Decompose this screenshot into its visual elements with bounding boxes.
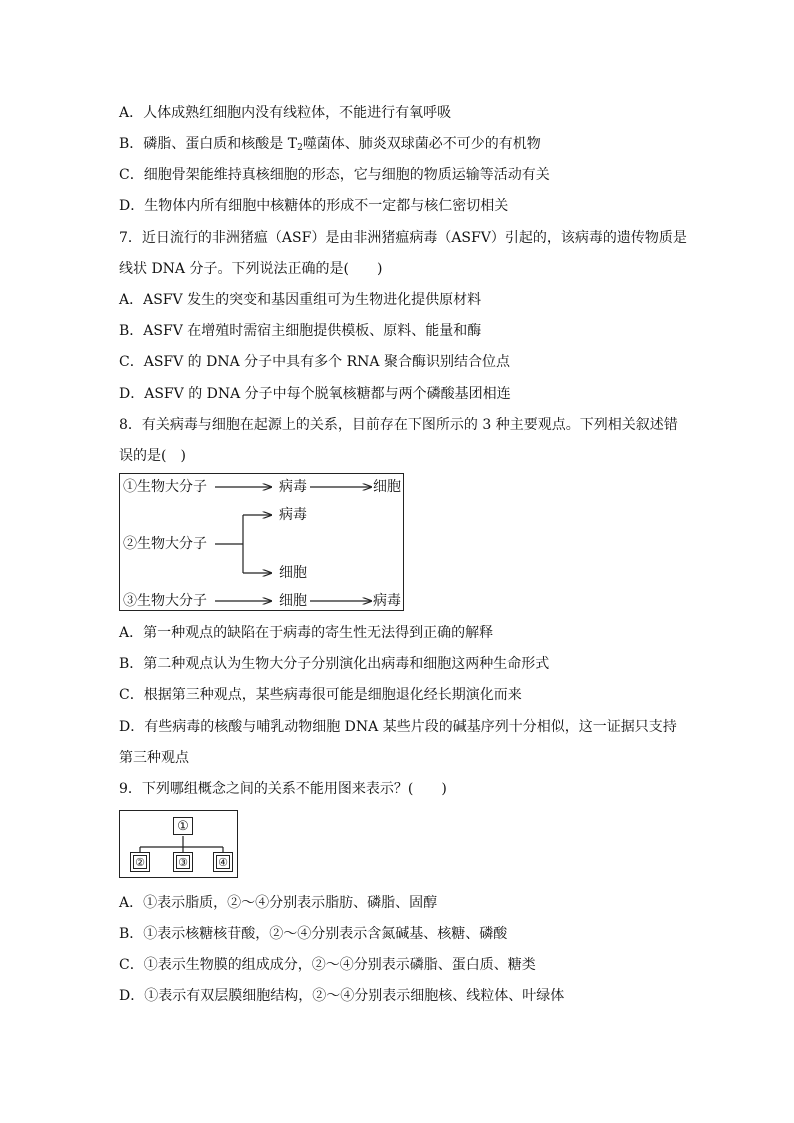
concept-tree-diagram xyxy=(119,810,238,878)
v3-mid-label: 细胞 xyxy=(279,593,307,609)
v1-end-label: 细胞 xyxy=(373,479,401,495)
q6-option-c: C．细胞骨架能维持真核细胞的形态，它与细胞的物质运输等活动有关 xyxy=(119,167,550,183)
q7-stem-line2: 线状 DNA 分子。下列说法正确的是( ) xyxy=(119,261,383,277)
v2-top-label: 病毒 xyxy=(279,507,307,523)
q8-option-d-line1: D．有些病毒的核酸与哺乳动物细胞 DNA 某些片段的碱基序列十分相似，这一证据只支持 xyxy=(119,719,677,735)
q9-option-c: C．①表示生物膜的组成成分，②～④分别表示磷脂、蛋白质、糖类 xyxy=(119,957,536,973)
q9-option-a: A．①表示脂质，②～④分别表示脂肪、磷脂、固醇 xyxy=(119,895,438,911)
q8-stem-line2: 误的是( ) xyxy=(119,448,186,464)
virus-origin-diagram xyxy=(119,473,404,611)
node-1 xyxy=(173,817,193,835)
v2-bottom-label: 细胞 xyxy=(279,565,307,581)
q9-option-b: B．①表示核糖核苷酸，②～④分别表示含氮碱基、核糖、磷酸 xyxy=(119,926,508,942)
q7-stem-line1: 7．近日流行的非洲猪瘟（ASF）是由非洲猪瘟病毒（ASFV）引起的，该病毒的遗传物质是 xyxy=(119,230,687,246)
node-4 xyxy=(213,852,233,872)
v3-end-label: 病毒 xyxy=(373,593,401,609)
node-3 xyxy=(173,852,193,872)
node-3-inner xyxy=(176,855,190,869)
node-4-inner xyxy=(216,855,230,869)
q8-option-d-line2: 第三种观点 xyxy=(119,750,189,766)
q9-option-d: D．①表示有双层膜细胞结构，②～④分别表示细胞核、线粒体、叶绿体 xyxy=(119,988,565,1004)
q6-option-b-pre: B．磷脂、蛋白质和核酸是 T xyxy=(119,136,298,152)
v1-mid-label: 病毒 xyxy=(279,479,307,495)
q8-stem-line1: 8．有关病毒与细胞在起源上的关系，目前存在下图所示的 3 种主要观点。下列相关叙述错 xyxy=(119,417,678,433)
q7-option-b: B．ASFV 在增殖时需宿主细胞提供模板、原料、能量和酶 xyxy=(119,323,482,339)
node-2-label: ② xyxy=(135,855,145,869)
q7-option-c: C．ASFV 的 DNA 分子中具有多个 RNA 聚合酶识别结合位点 xyxy=(119,354,510,370)
q7-option-d: D．ASFV 的 DNA 分子中每个脱氧核糖都与两个磷酸基团相连 xyxy=(119,386,511,402)
q6-option-b-post: 噬菌体、肺炎双球菌必不可少的有机物 xyxy=(302,136,541,152)
q8-option-a: A．第一种观点的缺陷在于病毒的寄生性无法得到正确的解释 xyxy=(119,625,494,641)
node-3-label: ③ xyxy=(178,855,188,869)
node-2 xyxy=(130,852,150,872)
q8-option-b: B．第二种观点认为生物大分子分别演化出病毒和细胞这两种生命形式 xyxy=(119,656,550,672)
q7-option-a: A．ASFV 发生的突变和基因重组可为生物进化提供原材料 xyxy=(119,292,482,308)
v1-start-label: ①生物大分子 xyxy=(123,479,207,495)
q6-option-b-sub: 2 xyxy=(297,143,303,153)
v3-start-label: ③生物大分子 xyxy=(123,593,207,609)
q6-option-d: D．生物体内所有细胞中核糖体的形成不一定都与核仁密切相关 xyxy=(119,198,509,214)
q6-option-b xyxy=(119,134,541,158)
node-4-label: ④ xyxy=(218,855,228,869)
node-2-inner xyxy=(133,855,147,869)
node-1-label: ① xyxy=(177,818,189,834)
q8-option-c: C．根据第三种观点，某些病毒很可能是细胞退化经长期演化而来 xyxy=(119,687,522,703)
q6-option-a: A．人体成熟红细胞内没有线粒体，不能进行有氧呼吸 xyxy=(119,105,452,121)
v2-start-label: ②生物大分子 xyxy=(123,536,207,552)
q9-stem: 9．下列哪组概念之间的关系不能用图来表示？( ) xyxy=(119,781,447,797)
